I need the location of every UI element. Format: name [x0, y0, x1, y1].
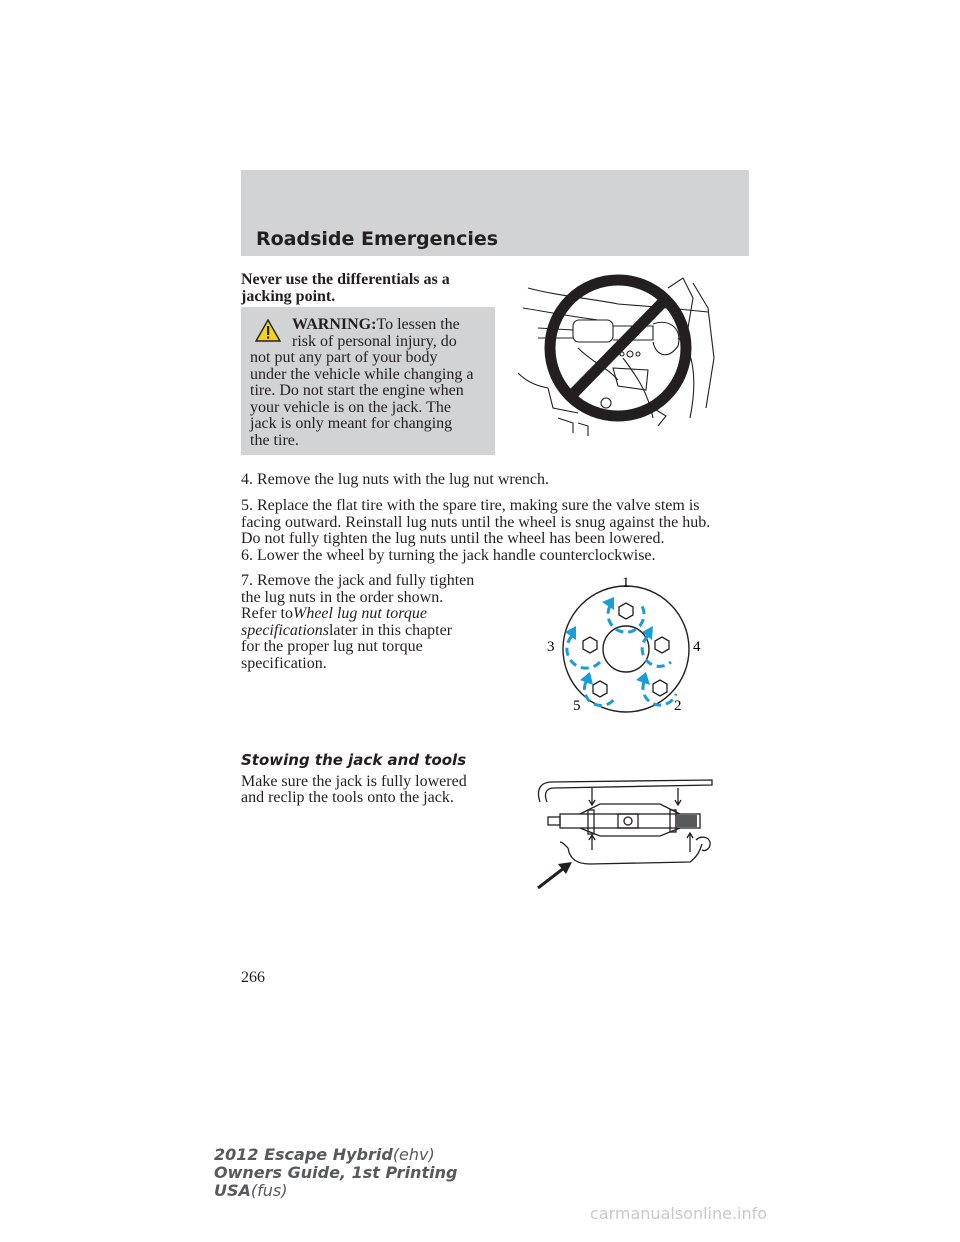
footer-market: USA: [214, 1181, 251, 1200]
torque-ref-italic-2: specifications: [241, 622, 329, 639]
lug-label-2: 2: [674, 698, 682, 714]
step-6: 6. Lower the wheel by turning the jack handle counterclockwise.: [241, 547, 656, 564]
intro-line-1: Never use the differentials as a: [241, 271, 450, 288]
differential-no-jack-illustration: [518, 268, 718, 438]
warning-line-5: tire. Do not start the engine when: [250, 382, 464, 399]
intro-line-2: jacking point.: [241, 288, 336, 305]
warning-line-6: your vehicle is on the jack. The: [250, 399, 451, 416]
stowing-line-2: and reclip the tools onto the jack.: [241, 789, 454, 806]
footer-model: 2012 Escape Hybrid: [214, 1145, 393, 1164]
step-7-line-6: specification.: [241, 655, 327, 672]
watermark-text: carmanualsonline.info: [590, 1204, 768, 1223]
warning-triangle-icon: [255, 318, 281, 342]
stowing-heading: Stowing the jack and tools: [241, 751, 467, 769]
footer-market-code: (fus): [250, 1181, 288, 1200]
lug-nut-3: [583, 637, 597, 653]
step-4: 4. Remove the lug nuts with the lug nut wrench.: [241, 471, 549, 488]
step-7-line-3: [241, 606, 427, 623]
warning-line-3: not put any part of your body: [250, 349, 438, 366]
step-5-line-1: 5. Replace the flat tire with the spare tire, making sure the valve stem is: [241, 497, 700, 514]
page-number: 266: [241, 969, 265, 986]
lug-label-1: 1: [622, 575, 630, 591]
later-text: later in this chapter: [328, 622, 453, 639]
lug-label-3: 3: [547, 639, 555, 655]
warning-label: WARNING:: [292, 316, 377, 333]
lug-nut-2: [653, 680, 667, 696]
footer-line-2: [214, 1164, 457, 1182]
jack-tools-illustration: [530, 770, 720, 895]
step-5-line-3: Do not fully tighten the lug nuts until the wheel has been lowered.: [241, 530, 665, 547]
footer-line-3: [214, 1182, 288, 1200]
warning-line-8: the tire.: [250, 432, 299, 449]
lug-nut-5: [593, 681, 607, 697]
warning-line-1: [292, 317, 460, 334]
step-7-line-2: the lug nuts in the order shown.: [241, 589, 444, 606]
step-7-line-1: 7. Remove the jack and fully tighten: [241, 572, 475, 589]
footer-line-1: [214, 1146, 435, 1164]
torque-ref-italic-1: Wheel lug nut torque: [292, 605, 428, 622]
lug-label-4: 4: [693, 639, 701, 655]
warning-line-4: under the vehicle while changing a: [250, 366, 474, 383]
warning-line-7: jack is only meant for changing: [250, 415, 453, 432]
step-5-line-2: facing outward. Reinstall lug nuts until the wheel is snug against the hub.: [241, 514, 711, 531]
stowing-line-1: Make sure the jack is fully lowered: [241, 773, 467, 790]
lug-nut-4: [655, 637, 669, 653]
warning-line-2: risk of personal injury, do: [292, 333, 457, 350]
lug-nut-order-diagram: [538, 570, 708, 720]
step-7-line-5: for the proper lug nut torque: [241, 638, 423, 655]
section-title: Roadside Emergencies: [256, 228, 499, 250]
lug-label-5: 5: [573, 698, 581, 714]
warning-line-1-text: To lessen the: [376, 316, 460, 333]
footer-printing: Owners Guide, 1st Printing: [214, 1163, 458, 1182]
lug-nut-1: [619, 603, 633, 619]
footer-model-code: (ehv): [392, 1145, 435, 1164]
refer-to-text: Refer to: [241, 605, 293, 622]
